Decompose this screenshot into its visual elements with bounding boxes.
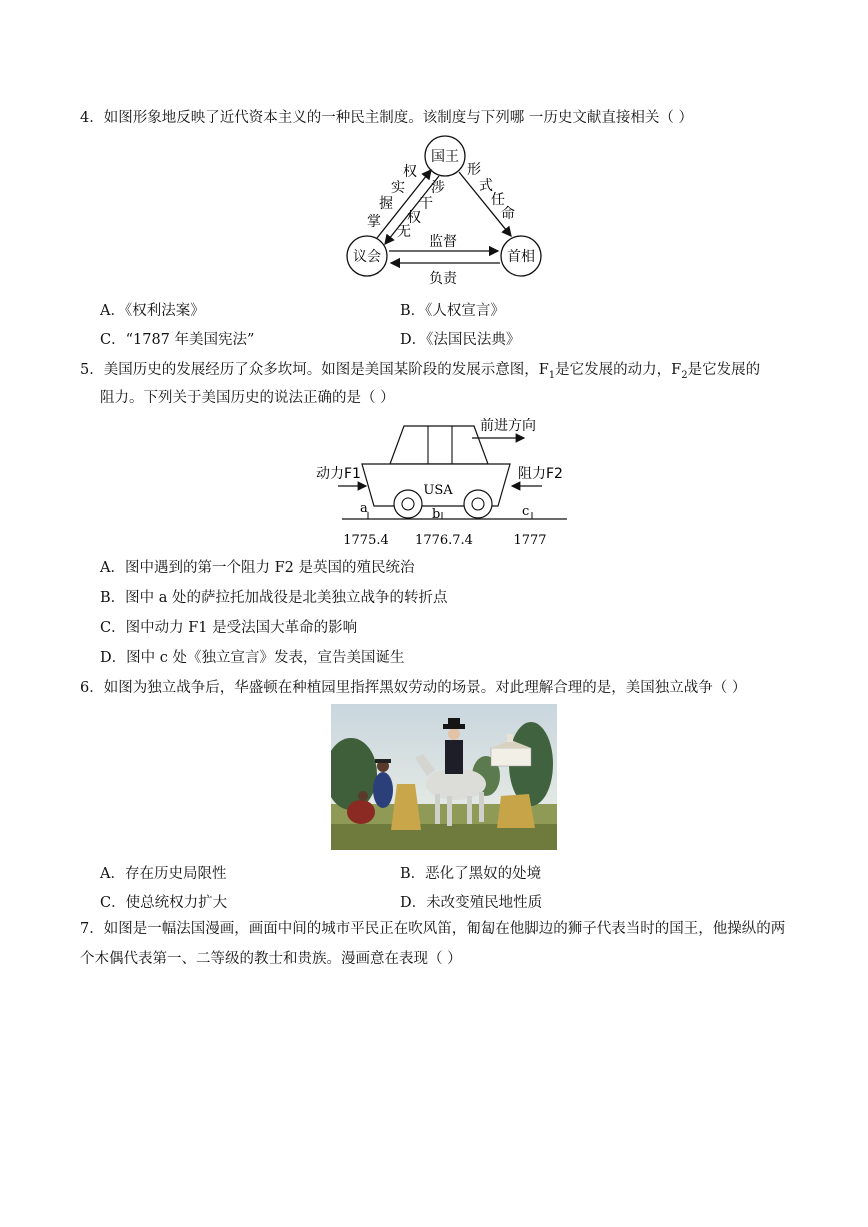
q5-option-d: D．图中 c 处《独立宣言》发表，宣告美国诞生 (100, 650, 405, 666)
car-label: USA (423, 483, 453, 498)
q7-stem: 7．如图是一幅法国漫画，画面中间的城市平民正在吹风笛，匍匐在他脚边的狮子代表当时的国王，他操纵的两个木偶代表第一、二等级的教士和贵族。漫画意在表现（ ） (80, 921, 786, 967)
mark-c: c (522, 504, 530, 519)
r-2: 任 (491, 192, 505, 208)
q4-power-diagram (335, 132, 555, 292)
mark-a: a (360, 501, 368, 516)
r-1: 式 (479, 178, 493, 194)
lo-1: 握 (379, 196, 393, 212)
q4-option-d: D．《法国民法典》 (400, 332, 521, 348)
pm-label: 首相 (507, 249, 535, 265)
driving-label: 动力F1 (316, 466, 361, 482)
plantation-painting (331, 704, 557, 850)
q6-option-a: A．存在历史局限性 (100, 866, 227, 882)
li-1: 干 (419, 196, 433, 212)
r-0: 形 (467, 162, 481, 178)
date-c: 1777 (513, 533, 547, 548)
king-label: 国王 (431, 149, 459, 165)
date-b: 1776.7.4 (415, 533, 473, 548)
q6-option-b: B．恶化了黑奴的处境 (400, 866, 542, 882)
car-roof (390, 426, 488, 464)
q4-option-c: C．“1787 年美国宪法” (100, 332, 255, 348)
q5-car-diagram (312, 412, 582, 550)
responsible-label: 负责 (429, 271, 457, 287)
q6-option-d: D．未改变殖民地性质 (400, 895, 543, 911)
li-3: 无 (397, 224, 411, 240)
date-a: 1775.4 (343, 533, 389, 548)
q4-option-a: A．《权利法案》 (100, 303, 205, 319)
q5-option-c: C．图中动力 F1 是受法国大革命的影响 (100, 620, 358, 636)
q4-option-b: B．《人权宣言》 (400, 303, 505, 319)
q5-stem-line1: 5．美国历史的发展经历了众多坎坷。如图是美国某阶段的发展示意图，$F_1$是它发展的动力，$F_2$是它发展的 (80, 362, 761, 381)
supervise-label: 监督 (429, 234, 457, 250)
li-0: 涉 (431, 180, 445, 196)
resistance-label: 阻力F2 (518, 466, 563, 482)
lo-2: 实 (391, 180, 405, 196)
mark-b: b (432, 507, 441, 522)
q5-option-b: B．图中 a 处的萨拉托加战役是北美独立战争的转折点 (100, 590, 448, 606)
li-2: 权 (407, 210, 421, 226)
q5-option-a: A．图中遇到的第一个阻力 F2 是英国的殖民统治 (100, 560, 415, 576)
q5-stem-line2: 阻力。下列关于美国历史的说法正确的是（ ） (100, 390, 395, 406)
lo-0: 掌 (367, 214, 381, 230)
r-3: 命 (501, 206, 515, 222)
q6-option-c: C．使总统权力扩大 (100, 895, 228, 911)
forward-label: 前进方向 (480, 418, 536, 434)
q4-stem: 4．如图形象地反映了近代资本主义的一种民主制度。该制度与下列哪 一历史文献直接相关（ ） (80, 110, 693, 126)
q6-stem: 6．如图为独立战争后，华盛顿在种植园里指挥黑奴劳动的场景。对此理解合理的是，美国独立战争（ ） (80, 680, 747, 696)
parliament-label: 议会 (353, 249, 381, 265)
lo-3: 权 (403, 164, 417, 180)
